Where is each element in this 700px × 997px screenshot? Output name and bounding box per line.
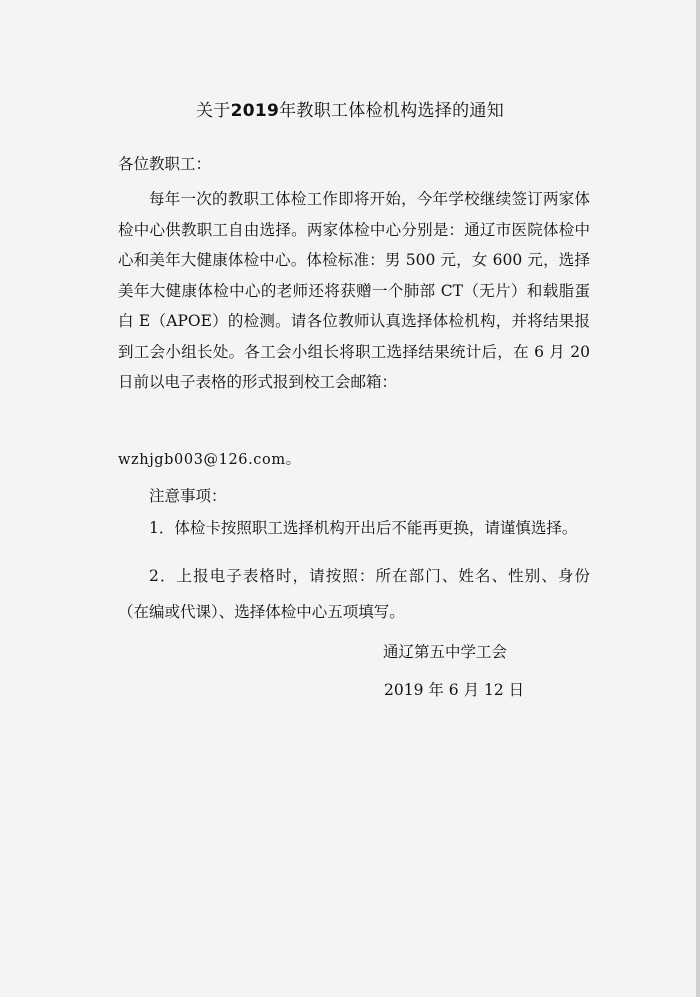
notice-item-1: 1．体检卡按照职工选择机构开出后不能再更换，请谨慎选择。 <box>149 519 578 537</box>
salutation: 各位教职工： <box>118 155 212 173</box>
main-paragraph: 每年一次的教职工体检工作即将开始，今年学校继续签订两家体检中心供教职工自由选择。两家体检中心分别是：通辽市医院体检中心和美年大健康体检中心。体检标准：男 500 元，女 600 元，选择美年大健康体检中心的老师还将获赠一个肺部 CT（无片）和载脂蛋白 E（APOE）的检测。请各位教师认真选择体检机构，并将结果报到工会小组长处。各工会小组长将职工选择结果统计后，在 6 月 20 日前以电子表格的形式报到校工会邮箱： <box>118 190 590 391</box>
notice-heading: 注意事项： <box>149 487 227 505</box>
notice-item-2: 2．上报电子表格时，请按照：所在部门、姓名、性别、身份（在编或代课）、选择体检中心五项填写。 <box>118 567 590 621</box>
title-prefix: 关于 <box>195 101 231 121</box>
signature-organization: 通辽第五中学工会 <box>383 643 508 661</box>
scan-edge <box>696 0 700 997</box>
email-address: wzhjgb003@126.com。 <box>118 452 301 468</box>
document-title <box>0 96 700 121</box>
title-suffix: 年教职工体检机构选择的通知 <box>279 101 505 121</box>
title-year: 2019 <box>230 101 280 121</box>
signature-date: 2019 年 6 月 12 日 <box>384 681 525 699</box>
